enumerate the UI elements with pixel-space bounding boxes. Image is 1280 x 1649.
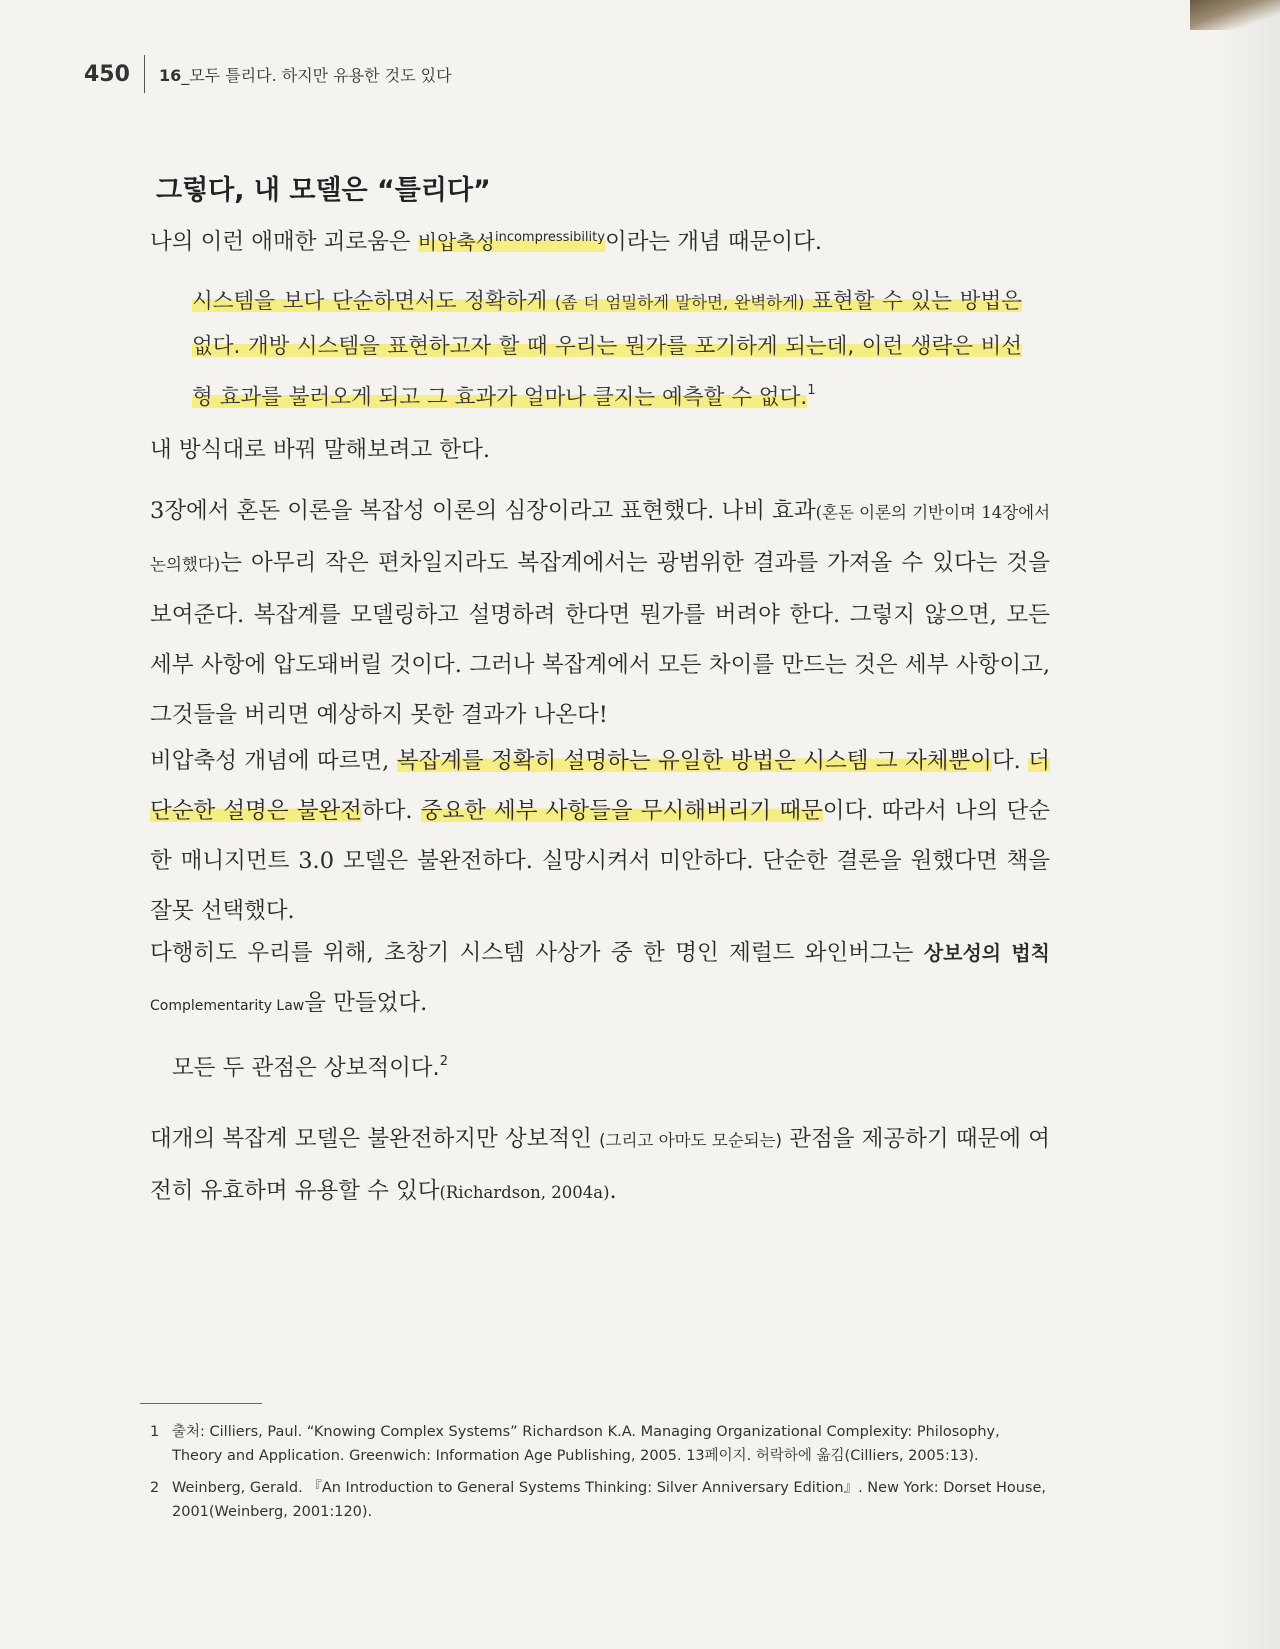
section-title: 그렇다, 내 모델은 “틀리다” — [156, 175, 491, 206]
text-run: 나의 이런 애매한 괴로움은 — [150, 229, 418, 255]
highlight: 복잡계를 정확히 설명하는 유일한 방법은 시스템 그 자체뿐이 — [396, 748, 992, 774]
footnote-number: 1 — [150, 1424, 160, 1440]
term-english: incompressibility — [494, 230, 605, 245]
footnote-marker: 1 — [807, 383, 816, 398]
page-number: 450 — [84, 61, 130, 87]
text-run: 대개의 복잡계 모델은 불완전하지만 상보적인 — [150, 1126, 600, 1152]
paragraph-5 — [150, 928, 1050, 1031]
highlight: 더 단순한 설명은 불완전 — [150, 748, 1050, 824]
citation: (Richardson, 2004a) — [439, 1183, 610, 1202]
term-complementarity: 상보성의 법칙 — [923, 941, 1050, 965]
highlight: 중요한 세부 사항들을 무시해버리기 때문 — [420, 798, 823, 824]
highlighted-quote — [192, 289, 1022, 410]
block-quote-2 — [172, 1037, 1072, 1093]
header-divider — [144, 55, 145, 93]
footnote-text: 출처: Cilliers, Paul. “Knowing Complex Systems” Richardson K.A. Managing Organizational Complexity: Philosophy, Theory and Application. Greenwich: Information Age Publishing, 2005. 13페이지. 허락하에 옮김(Cilliers, 2005:13). — [172, 1424, 1000, 1464]
text-run: . — [609, 1178, 617, 1204]
footnote-marker: 2 — [439, 1054, 448, 1069]
paragraph-4 — [150, 736, 1050, 936]
footnote-1 — [150, 1420, 1050, 1468]
paragraph-6 — [150, 1114, 1050, 1218]
parenthetical: (혼돈 이론의 기반이며 14장에서 논의했다) — [150, 503, 1051, 574]
quote-text: 모든 두 관점은 상보적이다. — [172, 1055, 440, 1081]
footnote-2 — [150, 1476, 1050, 1524]
term-incompressibility — [418, 230, 605, 254]
chapter-title-text: _모두 틀리다. 하지만 유용한 것도 있다 — [181, 65, 452, 85]
text-run: 3장에서 혼돈 이론을 복잡성 이론의 심장이라고 표현했다. 나비 효과 — [150, 498, 816, 524]
page-edge-shadow — [1220, 0, 1280, 1649]
text-run: 시스템을 보다 단순하면서도 정확하게 — [192, 289, 555, 314]
text-run: 비압축성 개념에 따르면, — [150, 748, 397, 774]
text-run: 관점을 제공하기 때문에 여전히 유효하며 유용할 수 있다 — [150, 1126, 1050, 1204]
term-english: Complementarity Law — [150, 998, 305, 1014]
text-run: 다행히도 우리를 위해, 초창기 시스템 사상가 중 한 명인 제럴드 와인버그는 — [150, 940, 924, 966]
block-quote-1 — [192, 280, 1022, 420]
text-run: 이다. 따라서 나의 단순한 매니지먼트 3.0 모델은 불완전하다. 실망시켜서 미안하다. 단순한 결론을 원했다면 책을 잘못 선택했다. — [150, 798, 1051, 924]
footnote-number: 2 — [150, 1480, 160, 1496]
paragraph-3 — [150, 486, 1050, 740]
text-run: 다. — [991, 748, 1029, 774]
term-text: 비압축성 — [417, 230, 495, 254]
parenthetical: (좀 더 엄밀하게 말하면, 완벽하게) — [554, 293, 805, 312]
parenthetical: (그리고 아마도 모순되는) — [599, 1131, 782, 1150]
text-run: 을 만들었다. — [304, 990, 428, 1016]
text-run: 는 아무리 작은 편차일지라도 복잡계에서는 광범위한 결과를 가져올 수 있다는 것을 보여준다. 복잡계를 모델링하고 설명하려 한다면 뭔가를 버려야 한다. 그렇지 않으면, 모든 세부 사항에 압도돼버릴 것이다. 그러나 복잡계에서 모든 차이를 만드는 것은 세부 사항이고, 그것들을 버리면 예상하지 못한 결과가 나온다! — [150, 550, 1050, 728]
running-head — [84, 54, 452, 94]
chapter-title — [159, 63, 452, 86]
text-run: 표현할 수 있는 방법은 없다. 개방 시스템을 표현하고자 할 때 우리는 뭔가를 포기하게 되는데, 이런 생략은 비선형 효과를 불러오게 되고 그 효과가 얼마나 클지는 예측할 수 없다. — [192, 289, 1022, 410]
page-corner — [1190, 0, 1280, 30]
paragraph-1 — [150, 213, 1050, 267]
chapter-number: 16 — [158, 65, 182, 85]
text-run: 하다. — [361, 798, 421, 824]
text-run: 이라는 개념 때문이다. — [604, 229, 823, 255]
footnote-text: Weinberg, Gerald. 『An Introduction to General Systems Thinking: Silver Anniversary Edition』. New York: Dorset House, 2001(Weinberg, 2001:120). — [172, 1480, 1047, 1520]
footnote-divider — [140, 1403, 262, 1404]
paragraph-2: 내 방식대로 바꿔 말해보려고 한다. — [150, 437, 491, 463]
